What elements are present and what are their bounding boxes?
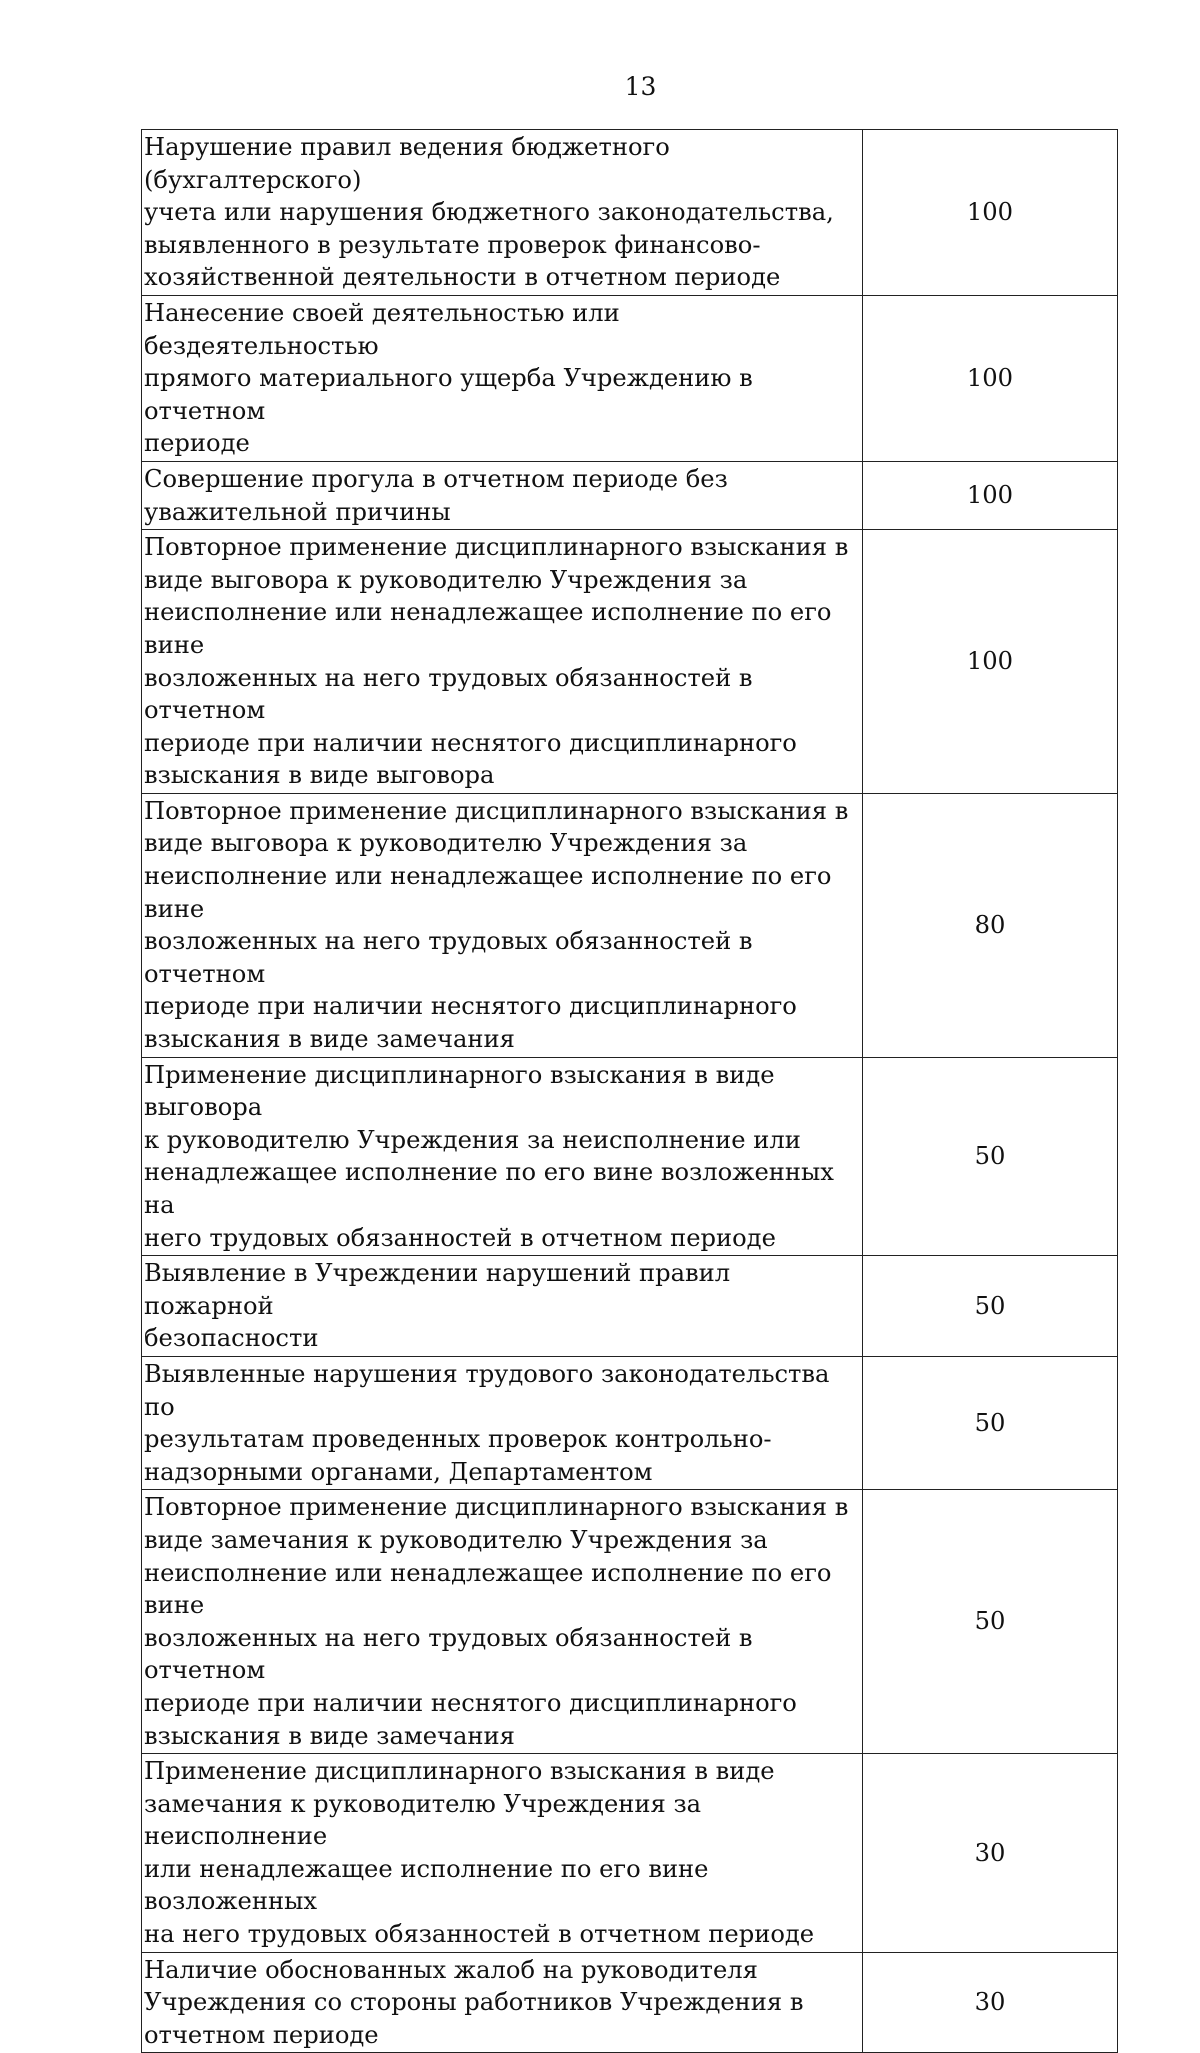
criterion-value: 100 xyxy=(863,130,1118,296)
criterion-text-line: неисполнение или ненадлежащее исполнение по его вине xyxy=(144,598,832,659)
criterion-text-line: возложенных на него трудовых обязанностей в отчетном xyxy=(144,663,753,725)
table-row xyxy=(142,530,1118,794)
criterion-text-line: отчетном периоде xyxy=(144,2020,379,2049)
criterion-description xyxy=(142,1256,863,1357)
criterion-text-line: взыскания в виде замечания xyxy=(144,1025,515,1054)
table-row xyxy=(142,1057,1118,1256)
criterion-value: 30 xyxy=(863,1952,1118,2053)
criterion-description xyxy=(142,1952,863,2053)
criterion-text-line: Повторное применение дисциплинарного взыскания в xyxy=(144,1493,849,1522)
criterion-text-line: Выявленные нарушения трудового законодательства по xyxy=(144,1359,830,1421)
criterion-description xyxy=(142,793,863,1057)
page-number: 13 xyxy=(624,72,657,101)
criterion-description xyxy=(142,1754,863,1953)
criterion-text-line: выявленного в результате проверок финансово- xyxy=(144,230,761,259)
criterion-text-line: виде выговора к руководителю Учреждения за xyxy=(144,565,748,594)
criterion-description xyxy=(142,130,863,296)
criterion-text-line: периоде при наличии неснятого дисциплинарного xyxy=(144,728,797,757)
criterion-text-line: периоде xyxy=(144,429,250,458)
criterion-value: 100 xyxy=(863,530,1118,794)
table-row xyxy=(142,1952,1118,2053)
criterion-text-line: Повторное применение дисциплинарного взыскания в xyxy=(144,796,849,825)
criterion-text-line: на него трудовых обязанностей в отчетном периоде xyxy=(144,1920,815,1949)
criterion-value: 100 xyxy=(863,295,1118,461)
criterion-text-line: Применение дисциплинарного взыскания в виде выговора xyxy=(144,1060,775,1122)
table-row xyxy=(142,1356,1118,1489)
criterion-value: 80 xyxy=(863,793,1118,1057)
criterion-text-line: безопасности xyxy=(144,1324,319,1353)
criterion-text-line: возложенных на него трудовых обязанностей в отчетном xyxy=(144,1623,753,1685)
criterion-text-line: него трудовых обязанностей в отчетном периоде xyxy=(144,1223,776,1252)
criterion-text-line: виде замечания к руководителю Учреждения за xyxy=(144,1525,768,1554)
criterion-text-line: к руководителю Учреждения за неисполнение или xyxy=(144,1125,801,1154)
criterion-value: 30 xyxy=(863,1754,1118,1953)
criterion-text-line: замечания к руководителю Учреждения за неисполнение xyxy=(144,1789,702,1851)
criterion-description xyxy=(142,1356,863,1489)
table-row xyxy=(142,1490,1118,1754)
criterion-value: 100 xyxy=(863,461,1118,529)
table-row xyxy=(142,1256,1118,1357)
criterion-description xyxy=(142,1490,863,1754)
criterion-description xyxy=(142,530,863,794)
criterion-description xyxy=(142,1057,863,1256)
criterion-text-line: хозяйственной деятельности в отчетном периоде xyxy=(144,263,781,292)
criterion-text-line: взыскания в виде выговора xyxy=(144,761,495,790)
criterion-description xyxy=(142,461,863,529)
criterion-text-line: надзорными органами, Департаментом xyxy=(144,1457,653,1486)
criterion-text-line: ненадлежащее исполнение по его вине возложенных на xyxy=(144,1158,834,1219)
criterion-text-line: виде выговора к руководителю Учреждения за xyxy=(144,829,748,858)
criterion-text-line: Наличие обоснованных жалоб на руководителя xyxy=(144,1955,758,1984)
criterion-text-line: неисполнение или ненадлежащее исполнение по его вине xyxy=(144,1558,832,1620)
criterion-value: 50 xyxy=(863,1256,1118,1357)
criterion-text-line: результатам проведенных проверок контрольно- xyxy=(144,1425,772,1454)
criterion-text-line: Учреждения со стороны работников Учреждения в xyxy=(144,1988,804,2017)
criterion-text-line: учета или нарушения бюджетного законодательства, xyxy=(144,198,834,227)
criterion-text-line: или ненадлежащее исполнение по его вине возложенных xyxy=(144,1854,709,1916)
criterion-text-line: Применение дисциплинарного взыскания в виде xyxy=(144,1757,775,1786)
criterion-text-line: Совершение прогула в отчетном периоде без xyxy=(144,464,728,493)
criterion-text-line: Выявление в Учреждении нарушений правил пожарной xyxy=(144,1259,731,1320)
deduction-criteria-table xyxy=(141,129,1118,2053)
table-row xyxy=(142,1754,1118,1953)
criterion-text-line: уважительной причины xyxy=(144,497,451,526)
criterion-text-line: Нарушение правил ведения бюджетного (бухгалтерского) xyxy=(144,133,670,194)
table-body xyxy=(142,130,1118,2053)
criterion-text-line: взыскания в виде замечания xyxy=(144,1721,515,1750)
criterion-text-line: периоде при наличии неснятого дисциплинарного xyxy=(144,992,797,1021)
table-row xyxy=(142,130,1118,296)
table-row xyxy=(142,461,1118,529)
criterion-description xyxy=(142,295,863,461)
criterion-value: 50 xyxy=(863,1057,1118,1256)
criterion-text-line: периоде при наличии неснятого дисциплинарного xyxy=(144,1688,797,1717)
criterion-text-line: Повторное применение дисциплинарного взыскания в xyxy=(144,533,849,562)
table-row xyxy=(142,793,1118,1057)
table-row xyxy=(142,295,1118,461)
criterion-text-line: возложенных на него трудовых обязанностей в отчетном xyxy=(144,927,753,988)
criterion-value: 50 xyxy=(863,1490,1118,1754)
criterion-value: 50 xyxy=(863,1356,1118,1489)
criterion-text-line: Нанесение своей деятельностью или бездеятельностью xyxy=(144,298,620,360)
criterion-text-line: прямого материального ущерба Учреждению в отчетном xyxy=(144,364,753,425)
criterion-text-line: неисполнение или ненадлежащее исполнение по его вине xyxy=(144,862,832,923)
